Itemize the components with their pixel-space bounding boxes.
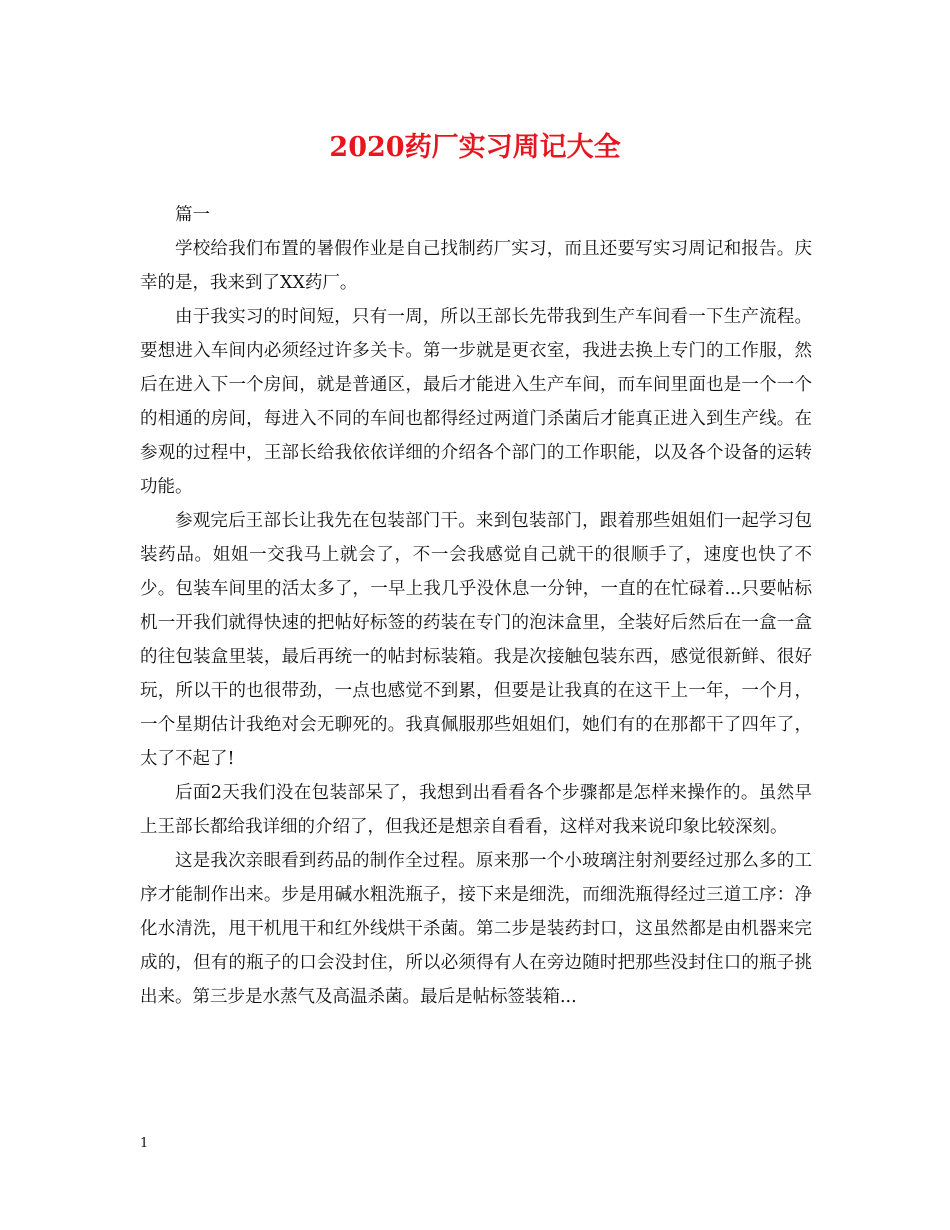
body-paragraph: 这是我次亲眼看到药品的制作全过程。原来那一个小玻璃注射剂要经过那么多的工序才能制作出来。步是用碱水粗洗瓶子，接下来是细洗，而细洗瓶得经过三道工序：净化水清洗，甩干机甩干和红外线烘干杀菌。第二步是装药封口，这虽然都是由机器来完成的，但有的瓶子的口会没封住，所以必须得有人在旁边随时把那些没封住口的瓶子挑出来。第三步是水蒸气及高温杀菌。最后是帖标签装箱... [140,851,812,1007]
section-label: 篇一 [175,205,210,225]
body-paragraph: 学校给我们布置的暑假作业是自己找制药厂实习，而且还要写实习周记和报告。庆幸的是，我来到了XX药厂。 [140,239,812,293]
body-paragraph: 后面2天我们没在包装部呆了，我想到出看看各个步骤都是怎样来操作的。虽然早上王部长都给我详细的介绍了，但我还是想亲自看看，这样对我来说印象比较深刻。 [140,783,812,837]
page-number: 1 [140,1136,149,1151]
document-title: 2020药厂实习周记大全 [329,132,621,163]
document-body [140,198,812,1014]
body-paragraph: 参观完后王部长让我先在包装部门干。来到包装部门，跟着那些姐姐们一起学习包装药品。姐姐一交我马上就会了，不一会我感觉自己就干的很顺手了，速度也快了不少。包装车间里的活太多了，一早上我几乎没休息一分钟，一直的在忙碌着...只要帖标机一开我们就得快速的把帖好标签的药装在专门的泡沫盒里，全装好后然后在一盒一盒的往包装盒里装，最后再统一的帖封标装箱。我是次接触包装东西，感觉很新鲜、很好玩，所以干的也很带劲，一点也感觉不到累，但要是让我真的在这干上一年，一个月，一个星期估计我绝对会无聊死的。我真佩服那些姐姐们，她们有的在那都干了四年了，太了不起了! [140,511,812,769]
body-paragraph: 由于我实习的时间短，只有一周，所以王部长先带我到生产车间看一下生产流程。要想进入车间内必须经过许多关卡。第一步就是更衣室，我进去换上专门的工作服，然后在进入下一个房间，就是普通区，最后才能进入生产车间，而车间里面也是一个一个的相通的房间，每进入不同的车间也都得经过两道门杀菌后才能真正进入到生产线。在参观的过程中，王部长给我依依详细的介绍各个部门的工作职能，以及各个设备的运转功能。 [140,307,812,497]
